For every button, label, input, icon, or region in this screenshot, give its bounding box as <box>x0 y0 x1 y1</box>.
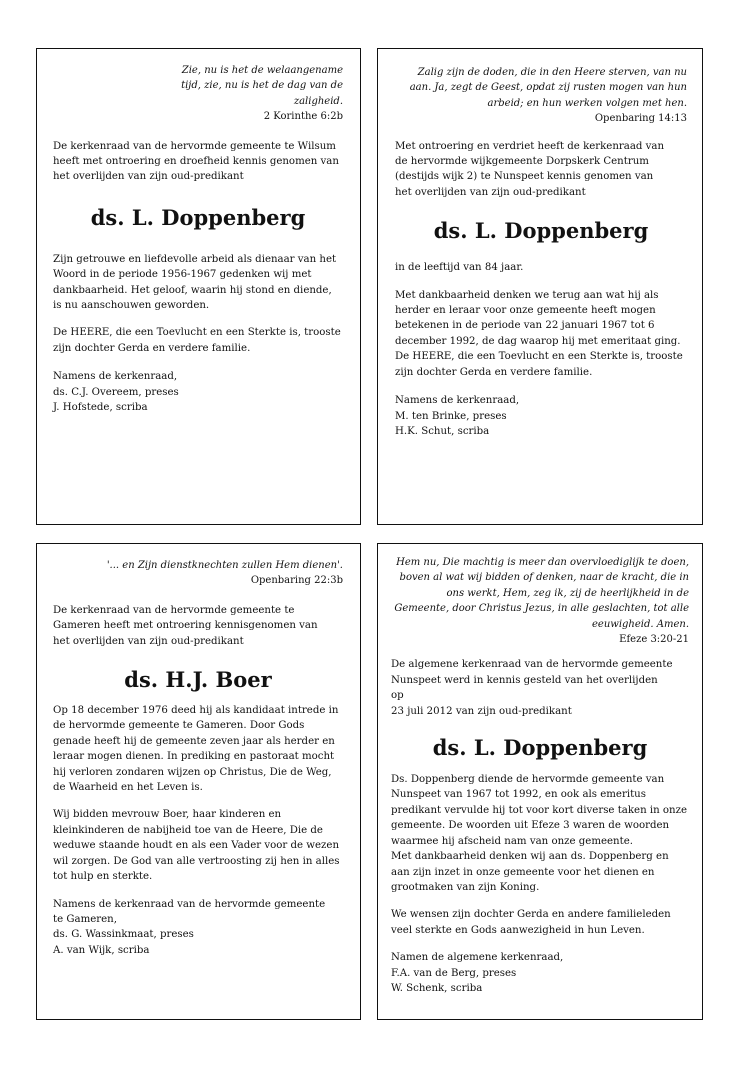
signature-line: ds. G. Wassinkmaat, preses <box>53 929 194 941</box>
signature-block <box>53 897 343 959</box>
deceased-name: ds. L. Doppenberg <box>432 735 648 761</box>
notice-body-paragraph: De HEERE, die een Toevlucht en een Sterkte is, trooste zijn dochter Gerda en verdere familie. <box>53 327 341 354</box>
signature-line: Namen de algemene kerkenraad, <box>391 952 564 964</box>
deceased-name: ds. L. Doppenberg <box>90 204 306 230</box>
bible-quote <box>395 65 687 127</box>
quote-text: '... en Zijn dienstknechten zullen Hem dienen'. <box>106 560 343 571</box>
quote-reference: 2 Korinthe 6:2b <box>263 111 343 123</box>
notice-intro: De kerkenraad van de hervormde gemeente te Wilsum heeft met ontroering en droefheid kennis genomen van het overlijden van zijn oud-predikant <box>53 140 339 183</box>
notice-body-paragraph: We wensen zijn dochter Gerda en andere familieleden veel sterkte en Gods aanwezigheid in hun Leven. <box>391 909 671 936</box>
quote-reference: Efeze 3:20-21 <box>619 634 689 646</box>
signature-line: W. Schenk, scriba <box>391 982 483 994</box>
signature-block <box>395 393 687 439</box>
signature-line: Namens de kerkenraad, <box>395 395 520 407</box>
death-notice-nunspeet-dorpskerk <box>377 48 703 525</box>
signature-line: ds. C.J. Overeem, preses <box>53 386 179 398</box>
deceased-name: ds. L. Doppenberg <box>433 218 649 244</box>
signature-line: F.A. van de Berg, preses <box>391 967 517 979</box>
bible-quote <box>391 555 689 647</box>
notice-body-paragraph: Wij bidden mevrouw Boer, haar kinderen en kleinkinderen de nabijheid toe van de Heere, Die de weduwe staande houdt en als een Vader voor de wezen wil zorgen. De God van alle vertroosting zij hen in alles tot hulp en sterkte. <box>53 809 340 883</box>
notice-body-paragraph: Ds. Doppenberg diende de hervormde gemeente van Nunspeet van 1967 tot 1992, en ook als emeritus predikant vervulde hij tot voor kort diverse taken in onze gemeente. De woorden uit Efeze 3 waren de woorden waarmee hij afscheid nam van onze gemeente. <box>391 774 688 847</box>
signature-line: M. ten Brinke, preses <box>395 410 507 422</box>
signature-line: H.K. Schut, scriba <box>395 425 490 437</box>
notice-body-paragraph: De HEERE, die een Toevlucht en een Sterkte is, trooste zijn dochter Gerda en verdere familie. <box>395 351 683 378</box>
death-notice-nunspeet-algemene <box>377 543 703 1020</box>
notice-body-paragraph: Met dankbaarheid denken wij aan ds. Doppenberg en aan zijn inzet in onze gemeente voor het dienen en grootmaken van zijn Koning. <box>391 851 669 893</box>
quote-text: Zie, nu is het de welaangename tijd, zie, nu is het de dag van de zaligheid. <box>181 65 343 107</box>
quote-reference: Openbaring 22:3b <box>250 575 343 587</box>
quote-reference: Openbaring 14:13 <box>594 113 687 125</box>
notice-intro: De algemene kerkenraad van de hervormde gemeente Nunspeet werd in kennis gesteld van het overlijden op <box>391 659 673 702</box>
notice-body-paragraph: Op 18 december 1976 deed hij als kandidaat intrede in de hervormde gemeente te Gameren. Door Gods genade heeft hij de gemeente zeven jaar als herder en leraar mogen dienen. In prediking en pastoraat mocht hij verloren zondaren wijzen op Christus, Die de Weg, de Waarheid en het Leven is. <box>53 705 339 794</box>
signature-line: Namens de kerkenraad, <box>53 371 178 383</box>
signature-block <box>53 369 343 415</box>
notice-date-line: 23 juli 2012 van zijn oud-predikant <box>391 705 572 717</box>
signature-line: Namens de kerkenraad van de hervormde gemeente te Gameren, <box>53 898 326 925</box>
notice-intro: De kerkenraad van de hervormde gemeente te Gameren heeft met ontroering kennisgenomen van het overlijden van zijn oud-predikant <box>53 604 318 647</box>
notice-body-paragraph: Zijn getrouwe en liefdevolle arbeid als dienaar van het Woord in de periode 1956-1967 gedenken wij met dankbaarheid. Het geloof, waarin hij stond en diende, is nu aanschouwen geworden. <box>53 253 337 312</box>
notice-body-paragraph: Met dankbaarheid denken we terug aan wat hij als herder en leraar voor onze gemeente heeft mogen betekenen in de periode van 22 januari 1967 tot 6 december 1992, de dag waarop hij met emeritaat ging. <box>395 289 681 347</box>
deceased-age: in de leeftijd van 84 jaar. <box>395 262 524 274</box>
quote-text: Zalig zijn de doden, die in den Heere sterven, van nu aan. Ja, zegt de Geest, opdat zij rusten mogen van hun arbeid; en hun werken volgen met hen. <box>409 67 687 109</box>
bible-quote <box>53 558 343 589</box>
death-notice-gameren <box>36 543 361 1020</box>
bible-quote <box>53 63 343 125</box>
death-notice-wilsum <box>36 48 361 525</box>
notice-intro: Met ontroering en verdriet heeft de kerkenraad van de hervormde wijkgemeente Dorpskerk Centrum (destijds wijk 2) te Nunspeet kennis genomen van het overlijden van zijn oud-predikant <box>395 140 665 198</box>
signature-line: A. van Wijk, scriba <box>53 944 150 956</box>
signature-block <box>391 950 689 996</box>
quote-text: Hem nu, Die machtig is meer dan overvloediglijk te doen, boven al wat wij bidden of denken, naar de kracht, die in ons werkt, Hem, zeg ik, zij de heerlijkheid in de Gemeente, door Christus Jezus, in alle geslachten, tot alle eeuwigheid. Amen. <box>394 557 689 630</box>
signature-line: J. Hofstede, scriba <box>53 402 148 414</box>
deceased-name: ds. H.J. Boer <box>124 667 272 693</box>
